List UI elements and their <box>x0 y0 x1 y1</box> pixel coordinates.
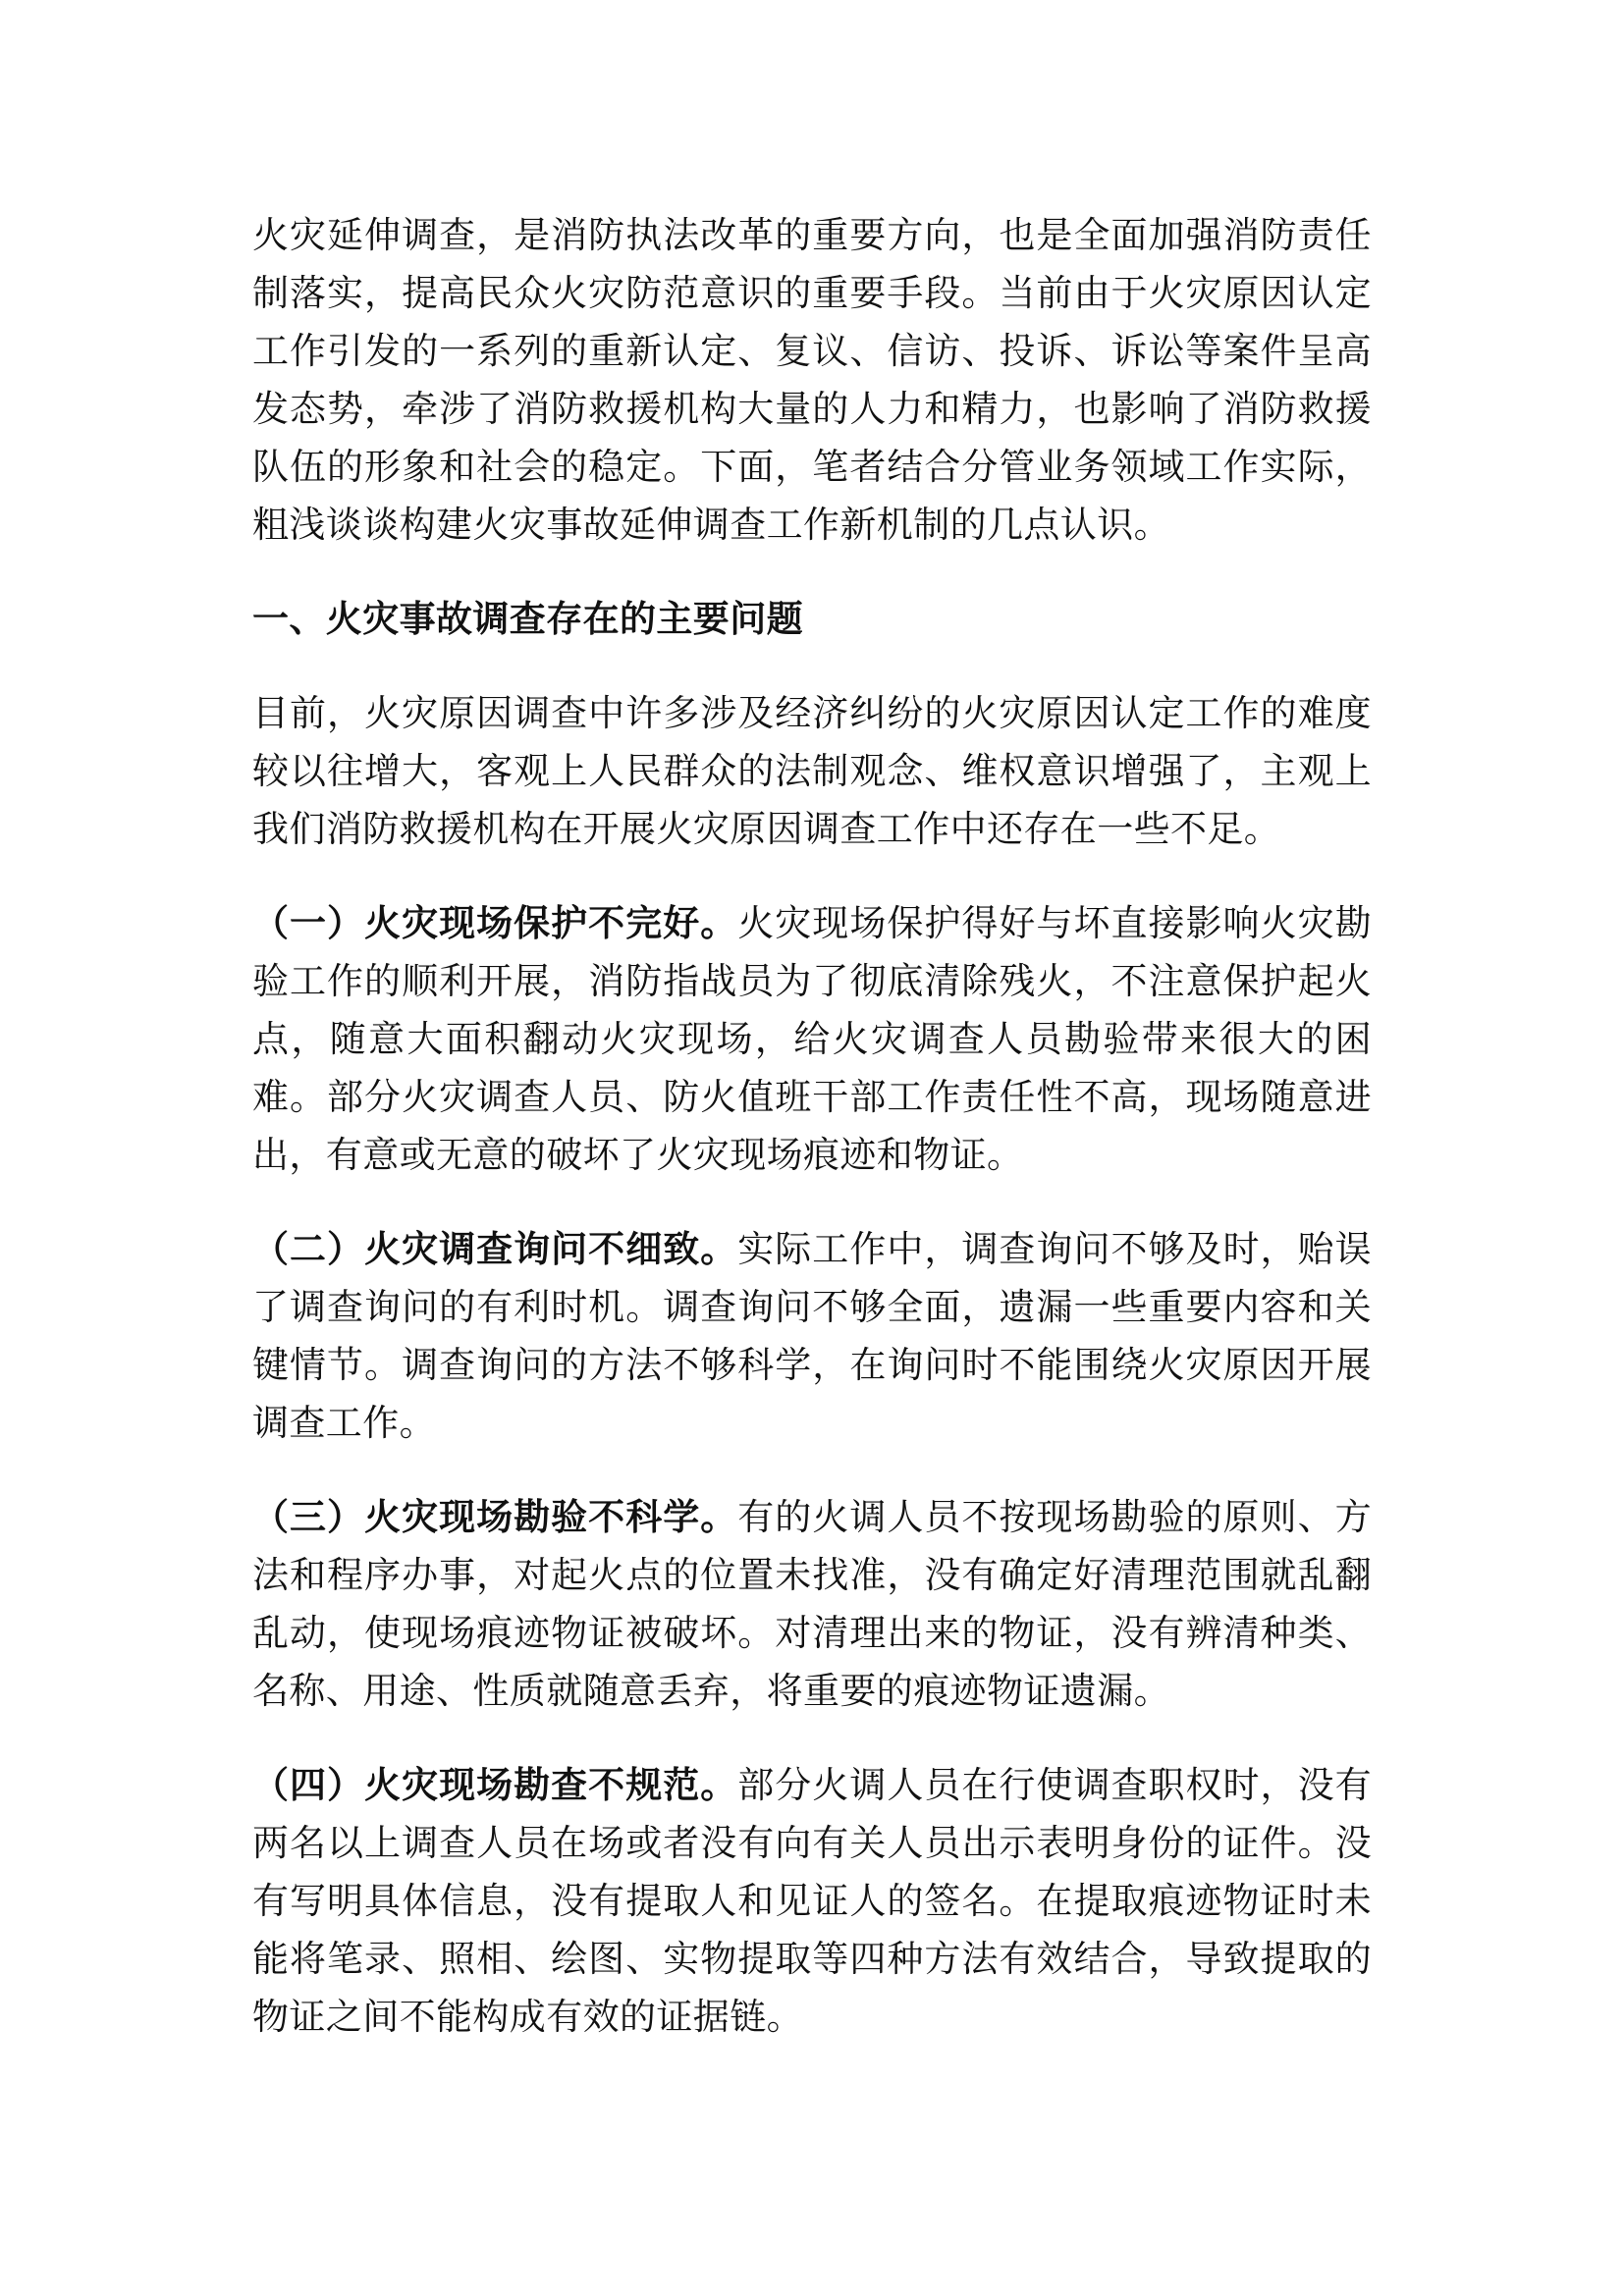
item-lead-4: （四）火灾现场勘查不规范。 <box>252 1763 738 1806</box>
item-paragraph-3 <box>252 1488 1372 1720</box>
item-lead-2: （二）火灾调查询问不细致。 <box>252 1227 738 1270</box>
item-body-2: 实际工作中，调查询问不够及时，贻误了调查询问的有利时机。调查询问不够全面，遗漏一些重要内容和关键情节。调查询问的方法不够科学，在询问时不能围绕火灾原因开展调查工作。 <box>252 1228 1372 1444</box>
item-lead-1: （一）火灾现场保护不完好。 <box>252 901 738 944</box>
item-body-1: 火灾现场保护得好与坏直接影响火灾勘验工作的顺利开展，消防指战员为了彻底清除残火，不注意保护起火点，随意大面积翻动火灾现场，给火灾调查人员勘验带来很大的困难。部分火灾调查人员、防火值班干部工作责任性不高，现场随意进出，有意或无意的破坏了火灾现场痕迹和物证。 <box>252 902 1372 1176</box>
item-lead-3: （三）火灾现场勘验不科学。 <box>252 1495 738 1538</box>
document-body <box>252 206 1372 2046</box>
section-intro-paragraph: 目前，火灾原因调查中许多涉及经济纠纷的火灾原因认定工作的难度较以往增大，客观上人民群众的法制观念、维权意识增强了，主观上我们消防救援机构在开展火灾原因调查工作中还存在一些不足。 <box>252 692 1372 850</box>
item-paragraph-1 <box>252 894 1372 1184</box>
item-paragraph-2 <box>252 1220 1372 1452</box>
item-body-3: 有的火调人员不按现场勘验的原则、方法和程序办事，对起火点的位置未找准，没有确定好清理范围就乱翻乱动，使现场痕迹物证被破坏。对清理出来的物证，没有辨清种类、名称、用途、性质就随意丢弃，将重要的痕迹物证遗漏。 <box>252 1496 1372 1712</box>
section-heading: 一、火灾事故调查存在的主要问题 <box>252 597 803 640</box>
item-body-4: 部分火调人员在行使调查职权时，没有两名以上调查人员在场或者没有向有关人员出示表明身份的证件。没有写明具体信息，没有提取人和见证人的签名。在提取痕迹物证时未能将笔录、照相、绘图、实物提取等四种方法有效结合，导致提取的物证之间不能构成有效的证据链。 <box>252 1764 1372 2038</box>
item-paragraph-4 <box>252 1756 1372 2046</box>
intro-paragraph: 火灾延伸调查，是消防执法改革的重要方向，也是全面加强消防责任制落实，提高民众火灾防范意识的重要手段。当前由于火灾原因认定工作引发的一系列的重新认定、复议、信访、投诉、诉讼等案件呈高发态势，牵涉了消防救援机构大量的人力和精力，也影响了消防救援队伍的形象和社会的稳定。下面，笔者结合分管业务领域工作实际，粗浅谈谈构建火灾事故延伸调查工作新机制的几点认识。 <box>252 214 1372 546</box>
